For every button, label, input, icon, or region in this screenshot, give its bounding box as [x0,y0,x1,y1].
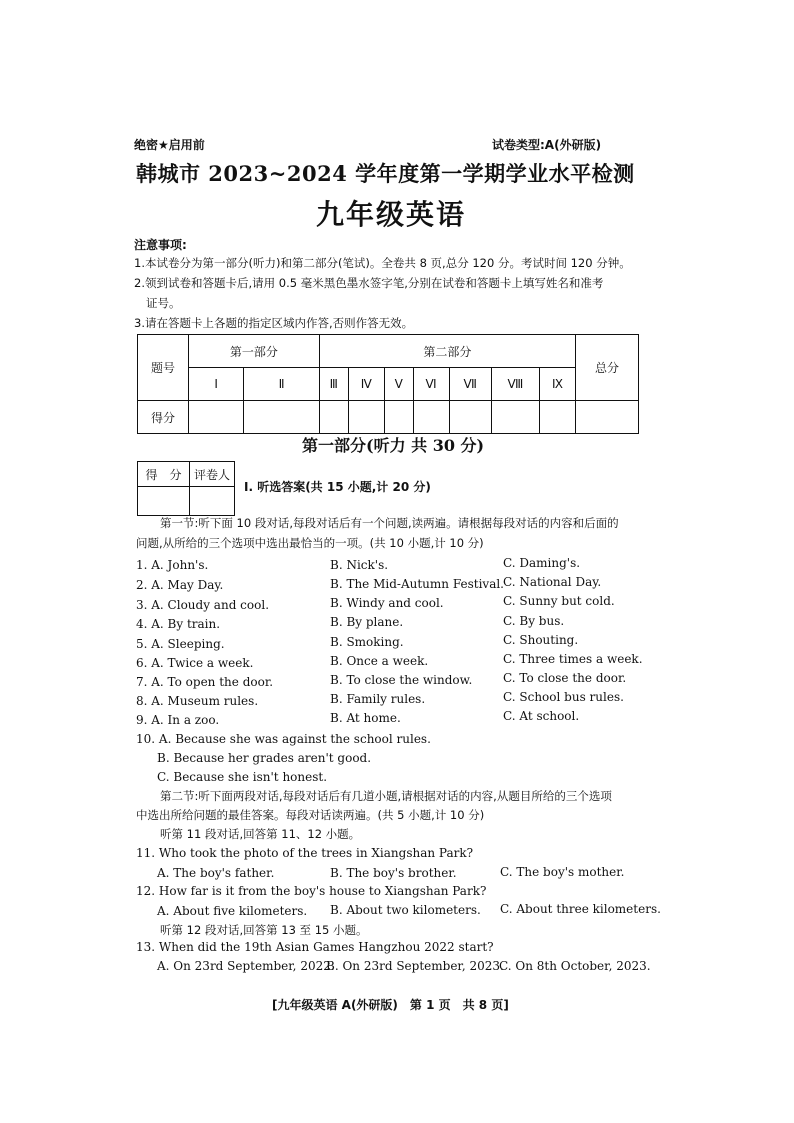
part2-header: 第二部分 [319,335,575,368]
note-item-2: 2.领到试卷和答题卡后,请用 0.5 毫米黑色墨水签字笔,分别在试卷和答题卡上填写姓名和准考 [134,276,604,290]
score-cell[interactable] [491,401,539,434]
sub1-instructions: 第一节:听下面 10 段对话,每段对话后有一个问题,读两遍。请根据每段对话的内容和后面的 [160,516,619,530]
score-cell[interactable] [348,401,384,434]
question-2-a: 2. A. May Day. [136,578,224,592]
score-cell[interactable] [449,401,491,434]
question-2-c: C. National Day. [503,575,602,589]
question-12-c: C. About three kilometers. [500,902,661,916]
question-9-b: B. At home. [330,711,401,725]
score-cell[interactable] [319,401,348,434]
section1-title: Ⅰ. 听选答案(共 15 小题,计 20 分) [244,480,431,494]
question-13-b: B. On 23rd September, 2023. [326,959,504,973]
question-7-c: C. To close the door. [503,671,627,685]
score-cell[interactable] [384,401,413,434]
question-3-c: C. Sunny but cold. [503,594,615,608]
numeral-2: Ⅱ [244,368,319,401]
score-cell[interactable] [244,401,319,434]
dialog-12-instruction: 听第 12 段对话,回答第 13 至 15 小题。 [160,923,368,937]
question-8-c: C. School bus rules. [503,690,624,704]
question-3-a: 3. A. Cloudy and cool. [136,598,270,612]
numeral-8: Ⅷ [491,368,539,401]
grader-box [137,461,235,516]
grader-name-cell[interactable] [190,487,235,516]
question-8-b: B. Family rules. [330,692,426,706]
exam-title: 韩城市 2023~2024 学年度第一学期学业水平检测 [136,161,635,186]
question-12-a: A. About five kilometers. [157,904,308,918]
dialog-11-instruction: 听第 11 段对话,回答第 11、12 小题。 [160,827,361,841]
question-6-a: 6. A. Twice a week. [136,656,254,670]
question-13-stem: 13. When did the 19th Asian Games Hangzhou 2022 start? [136,940,494,954]
score-table [137,334,639,434]
secret-label: 绝密★启用前 [134,138,205,152]
page-footer: [九年级英语 A(外研版) 第 1 页 共 8 页] [272,998,509,1012]
note-item-1: 1.本试卷分为第一部分(听力)和第二部分(笔试)。全卷共 8 页,总分 120 分。考试时间 120 分钟。 [134,256,631,270]
question-13-a: A. On 23rd September, 2022. [157,959,335,973]
question-9-a: 9. A. In a zoo. [136,713,220,727]
subject-title: 九年级英语 [316,198,467,231]
grader-name-label: 评卷人 [190,462,235,487]
numeral-6: Ⅵ [413,368,449,401]
question-11-a: A. The boy's father. [157,866,275,880]
question-10-b: B. Because her grades aren't good. [157,751,372,765]
question-9-c: C. At school. [503,709,580,723]
question-10-a: 10. A. Because she was against the school rules. [136,732,431,746]
question-7-b: B. To close the window. [330,673,473,687]
question-12-b: B. About two kilometers. [330,903,481,917]
score-cell[interactable] [189,401,244,434]
question-3-b: B. Windy and cool. [330,596,444,610]
question-11-b: B. The boy's brother. [330,866,457,880]
question-7-a: 7. A. To open the door. [136,675,274,689]
question-5-a: 5. A. Sleeping. [136,637,225,651]
grader-score-cell[interactable] [138,487,190,516]
question-5-c: C. Shouting. [503,633,579,647]
notes-heading: 注意事项: [134,238,187,252]
question-5-b: B. Smoking. [330,635,404,649]
numeral-4: Ⅳ [348,368,384,401]
total-header: 总分 [576,335,639,401]
score-cell[interactable] [413,401,449,434]
numeral-1: Ⅰ [189,368,244,401]
part1-title: 第一部分(听力 共 30 分) [302,436,485,455]
note-item-2-cont: 证号。 [146,296,181,310]
col-label: 题号 [138,335,189,401]
question-11-c: C. The boy's mother. [500,865,625,879]
sub2-instructions: 第二节:听下面两段对话,每段对话后有几道小题,请根据对话的内容,从题目所给的三个选项 [160,789,612,803]
question-6-c: C. Three times a week. [503,652,643,666]
sub2-instructions-cont: 中选出所给问题的最佳答案。每段对话读两遍。(共 5 小题,计 10 分) [136,808,485,822]
question-1-c: C. Daming's. [503,556,581,570]
sub1-instructions-cont: 问题,从所给的三个选项中选出最恰当的一项。(共 10 小题,计 10 分) [136,536,484,550]
question-2-b: B. The Mid-Autumn Festival. [330,577,504,591]
note-item-3: 3.请在答题卡上各题的指定区域内作答,否则作答无效。 [134,316,414,330]
total-cell[interactable] [576,401,639,434]
question-1-a: 1. A. John's. [136,558,209,572]
question-4-c: C. By bus. [503,614,565,628]
score-label: 得分 [138,401,189,434]
question-6-b: B. Once a week. [330,654,429,668]
numeral-3: Ⅲ [319,368,348,401]
question-4-b: B. By plane. [330,615,404,629]
question-4-a: 4. A. By train. [136,617,221,631]
question-11-stem: 11. Who took the photo of the trees in Xiangshan Park? [136,846,474,860]
question-10-c: C. Because she isn't honest. [157,770,328,784]
part1-header: 第一部分 [189,335,320,368]
numeral-7: Ⅶ [449,368,491,401]
numeral-9: Ⅸ [540,368,576,401]
grader-score-label: 得 分 [138,462,190,487]
numeral-5: Ⅴ [384,368,413,401]
question-1-b: B. Nick's. [330,558,389,572]
paper-type-label: 试卷类型:A(外研版) [492,138,602,152]
question-8-a: 8. A. Museum rules. [136,694,259,708]
score-cell[interactable] [540,401,576,434]
question-12-stem: 12. How far is it from the boy's house to Xiangshan Park? [136,884,487,898]
question-13-c: C. On 8th October, 2023. [499,959,651,973]
